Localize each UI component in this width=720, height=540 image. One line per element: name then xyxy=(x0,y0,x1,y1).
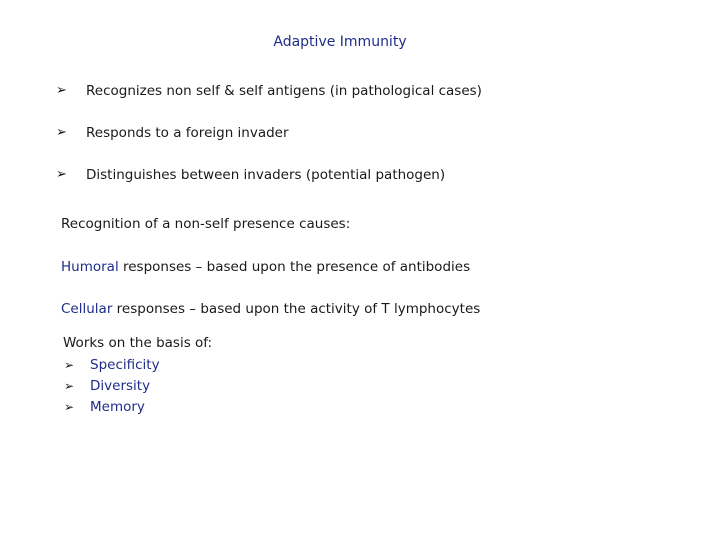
arrow-bullet-icon: ➢ xyxy=(64,379,75,393)
arrow-bullet-icon: ➢ xyxy=(56,125,67,140)
basis-item-label: Specificity xyxy=(90,357,160,373)
cellular-paragraph xyxy=(61,299,480,319)
bullet-text: Responds to a foreign invader xyxy=(86,125,289,141)
basis-item xyxy=(64,376,160,397)
main-bullet-list xyxy=(56,80,482,206)
bullet-item xyxy=(56,122,482,164)
slide-title: Adaptive Immunity xyxy=(273,34,407,50)
basis-item xyxy=(64,355,160,376)
bullet-text: Recognizes non self & self antigens (in pathological cases) xyxy=(86,83,482,99)
cellular-term: Cellular xyxy=(61,301,113,317)
basis-list xyxy=(64,355,160,418)
bullet-item xyxy=(56,80,482,122)
humoral-description: responses – based upon the presence of antibodies xyxy=(118,259,471,275)
arrow-bullet-icon: ➢ xyxy=(56,167,67,182)
basis-item-label: Memory xyxy=(90,399,145,415)
humoral-term: Humoral xyxy=(61,259,119,275)
humoral-paragraph xyxy=(61,257,470,277)
basis-item xyxy=(64,397,160,418)
arrow-bullet-icon: ➢ xyxy=(64,400,75,414)
arrow-bullet-icon: ➢ xyxy=(56,83,67,98)
basis-item-label: Diversity xyxy=(90,378,151,394)
bullet-text: Distinguishes between invaders (potential pathogen) xyxy=(86,167,446,183)
arrow-bullet-icon: ➢ xyxy=(64,358,75,372)
cellular-description: responses – based upon the activity of T lymphocytes xyxy=(112,301,481,317)
bullet-item xyxy=(56,164,482,206)
basis-heading: Works on the basis of: xyxy=(63,335,213,351)
recognition-paragraph: Recognition of a non-self presence causes: xyxy=(61,216,351,232)
